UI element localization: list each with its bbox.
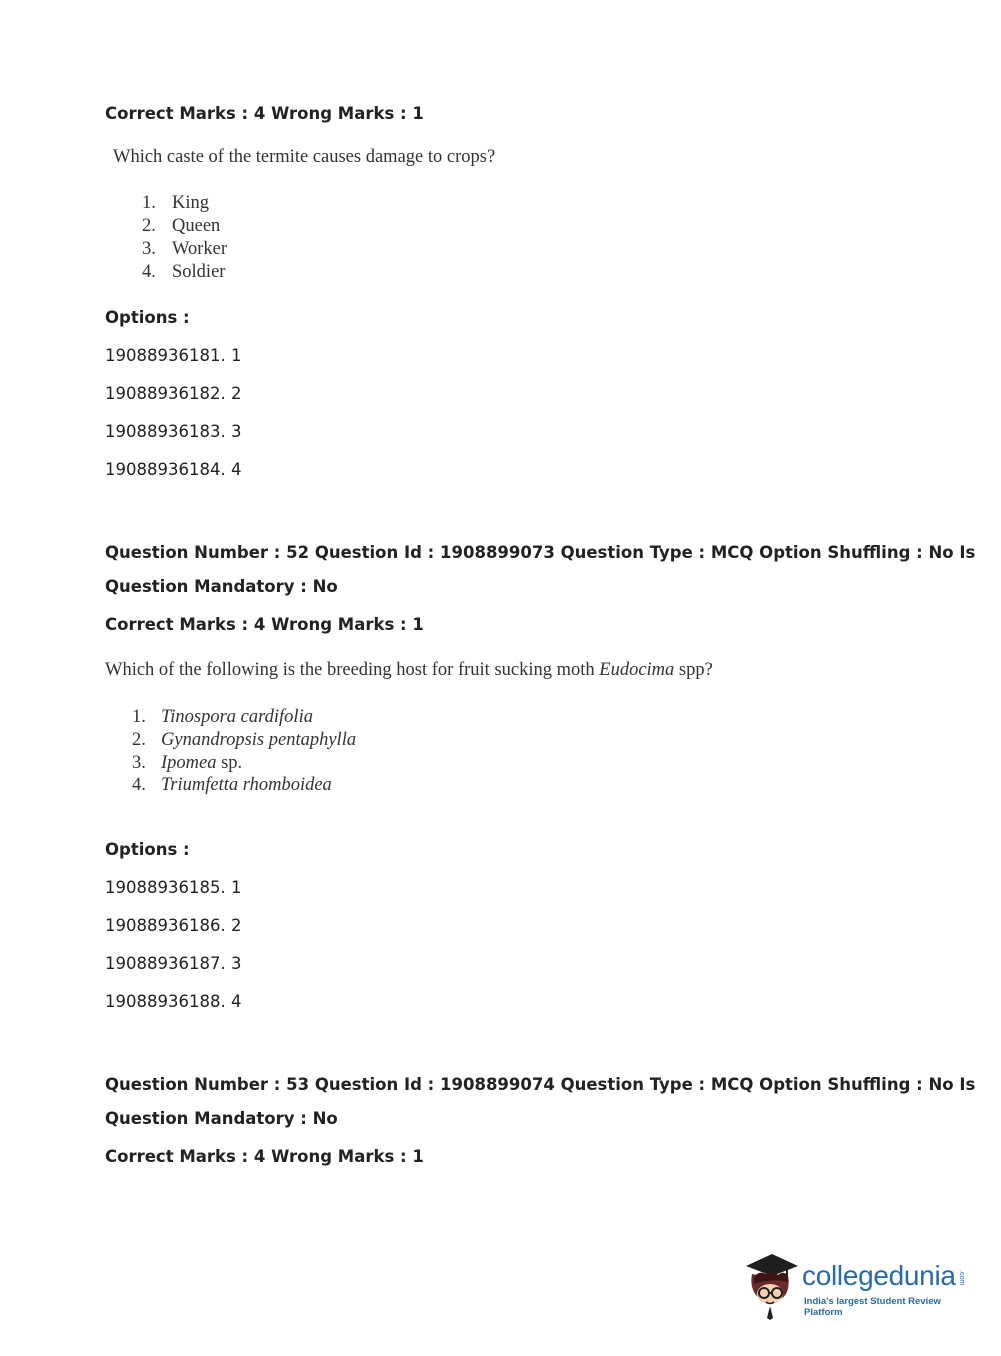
- question-text: Which of the following is the breeding host for fruit sucking moth Eudocima spp?: [105, 660, 713, 680]
- option-item: 19088936184. 4: [105, 460, 242, 479]
- list-item: 3. Worker: [142, 239, 228, 259]
- mascot-icon: [742, 1248, 804, 1320]
- question-header: Question Number : 53 Question Id : 1908899074 Question Type : MCQ Option Shuffling : No Is: [105, 1075, 976, 1094]
- list-item: 4. Soldier: [142, 262, 226, 282]
- correct-marks-line: Correct Marks : 4 Wrong Marks : 1: [105, 1147, 424, 1166]
- option-item: 19088936182. 2: [105, 384, 242, 403]
- logo-tagline: India's largest Student Review Platform: [804, 1296, 941, 1318]
- options-label: Options :: [105, 840, 190, 859]
- option-item: 19088936185. 1: [105, 878, 242, 897]
- options-label: Options :: [105, 308, 190, 327]
- option-item: 19088936188. 4: [105, 992, 242, 1011]
- logo-tld: .com: [958, 1270, 965, 1286]
- option-item: 19088936187. 3: [105, 954, 242, 973]
- question-mandatory: Question Mandatory : No: [105, 1109, 338, 1128]
- list-item: 2. Gynandropsis pentaphylla: [132, 730, 357, 750]
- question-text: Which caste of the termite causes damage to crops?: [113, 147, 496, 167]
- option-item: 19088936181. 1: [105, 346, 242, 365]
- list-item: 2. Queen: [142, 216, 221, 236]
- question-mandatory: Question Mandatory : No: [105, 577, 338, 596]
- logo-wordmark: collegedunia: [802, 1260, 956, 1291]
- correct-marks-line: Correct Marks : 4 Wrong Marks : 1: [105, 615, 424, 634]
- list-item: 1. King: [142, 193, 209, 213]
- collegedunia-logo: [742, 1248, 972, 1320]
- list-item: 4. Triumfetta rhomboidea: [132, 775, 332, 795]
- option-item: 19088936183. 3: [105, 422, 242, 441]
- list-item: 3. Ipomea sp.: [132, 753, 243, 773]
- question-header: Question Number : 52 Question Id : 1908899073 Question Type : MCQ Option Shuffling : No Is: [105, 543, 976, 562]
- correct-marks-line: Correct Marks : 4 Wrong Marks : 1: [105, 104, 424, 123]
- list-item: 1. Tinospora cardifolia: [132, 707, 313, 727]
- option-item: 19088936186. 2: [105, 916, 242, 935]
